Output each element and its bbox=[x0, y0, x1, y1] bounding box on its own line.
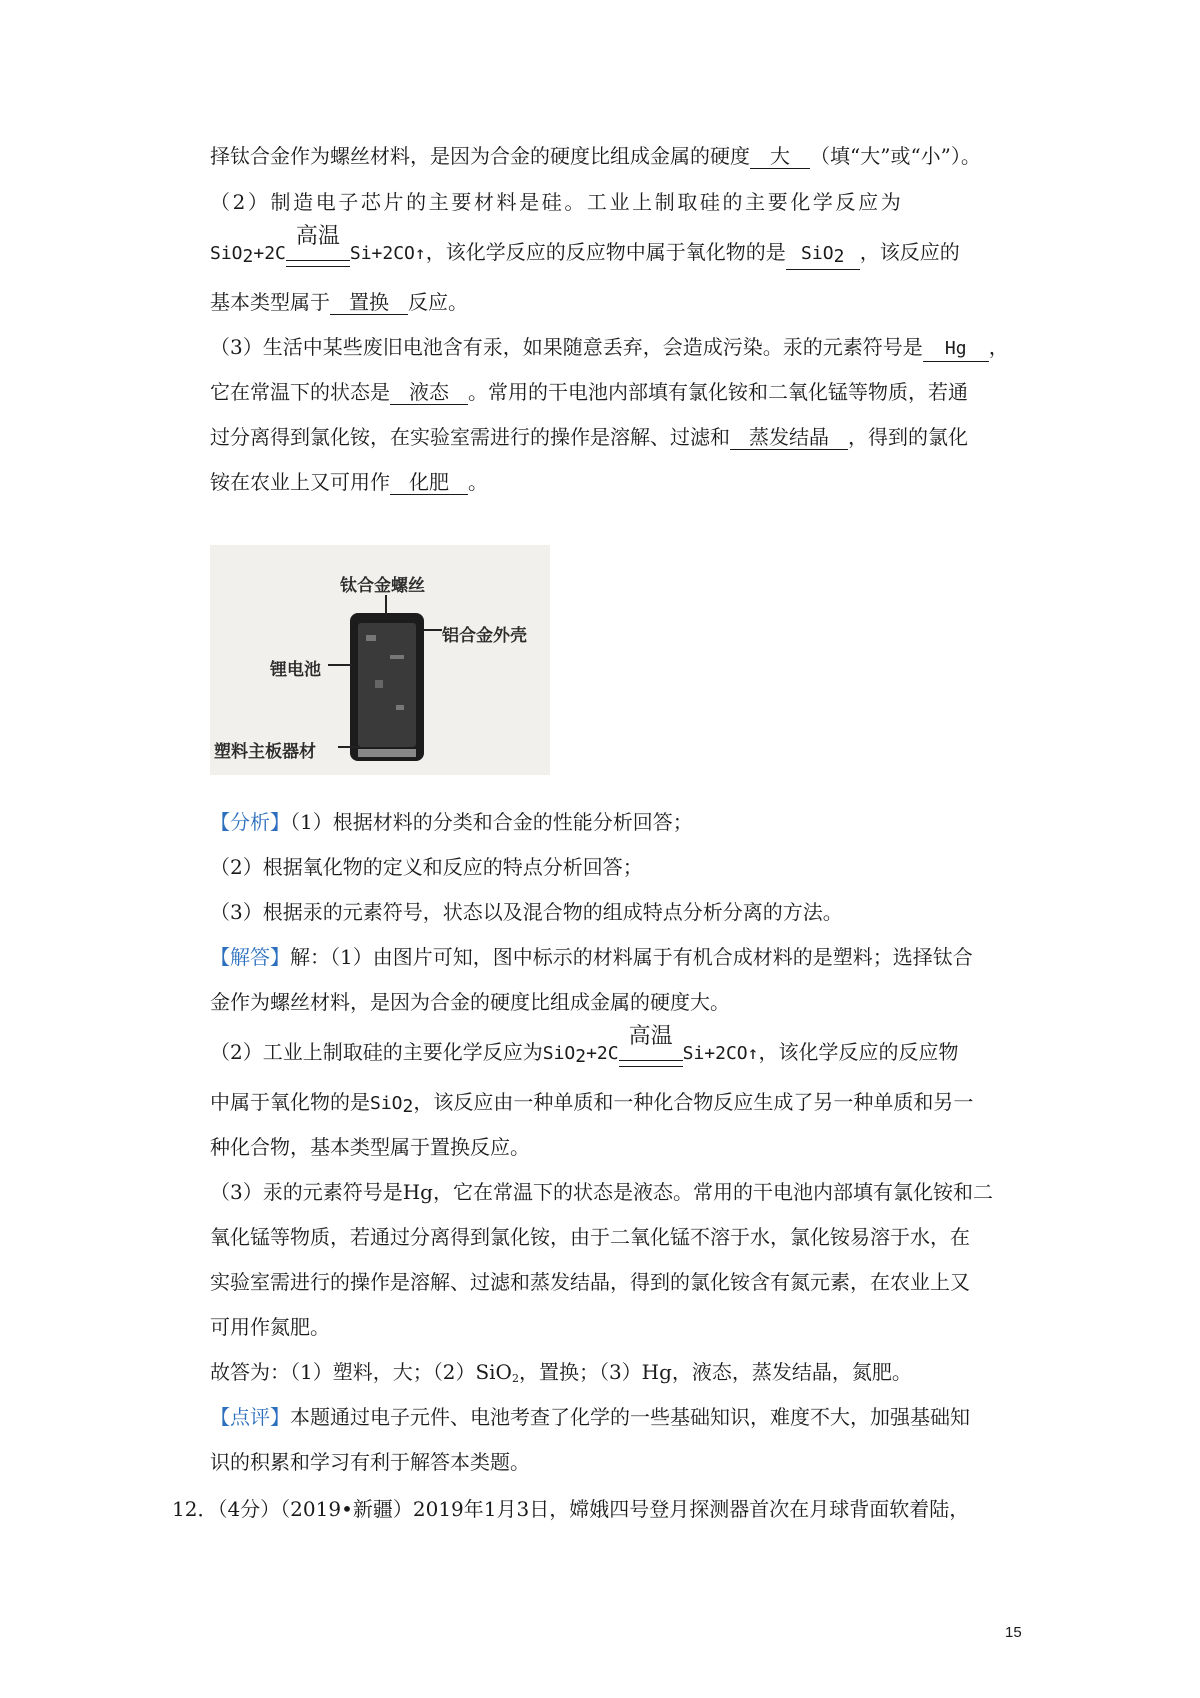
reaction-condition: 高温 bbox=[619, 1047, 683, 1071]
label-lithium-battery: 锂电池 bbox=[270, 660, 321, 680]
phone-diagram bbox=[210, 545, 550, 775]
answer-blank: 化肥 bbox=[390, 470, 468, 495]
text-line: 择钛合金作为螺丝材料，是因为合金的硬度比组成金属的硬度 大 （填“大”或“小”）。 bbox=[210, 144, 981, 168]
label-titanium-screw: 钛合金螺丝 bbox=[340, 576, 425, 596]
answer-line: 氧化锰等物质，若通过分离得到氯化铵，由于二氧化锰不溶于水，氯化铵易溶于水，在 bbox=[210, 1225, 970, 1249]
answer-line: 中属于氧化物的是SiO$_2$，该反应由一种单质和一种化合物反应生成了另一种单质和另一 bbox=[210, 1090, 974, 1117]
analysis-tag: 【分析】 bbox=[210, 810, 290, 834]
answer-line: 【解答】解：（1）由图片可知，图中标示的材料属于有机合成材料的是塑料；选择钛合 bbox=[210, 945, 973, 969]
comment-line: 识的积累和学习有利于解答本类题。 bbox=[210, 1450, 530, 1474]
analysis-line: 【分析】（1）根据材料的分类和合金的性能分析回答； bbox=[210, 810, 693, 834]
comment-tag: 【点评】 bbox=[210, 1405, 290, 1429]
comment-line: 【点评】本题通过电子元件、电池考查了化学的一些基础知识，难度不大，加强基础知 bbox=[210, 1405, 970, 1429]
answer-blank: 液态 bbox=[390, 380, 468, 405]
text-line: 基本类型属于 置换 反应。 bbox=[210, 290, 468, 314]
label-aluminum-shell: 铝合金外壳 bbox=[442, 626, 527, 646]
answer-blank: Hg bbox=[923, 335, 989, 362]
answer-line: 实验室需进行的操作是溶解、过滤和蒸发结晶，得到的氯化铵含有氮元素，在农业上又 bbox=[210, 1270, 970, 1294]
reaction-condition: 高温 bbox=[286, 247, 350, 271]
analysis-line: （2）根据氧化物的定义和反应的特点分析回答； bbox=[210, 855, 643, 879]
analysis-line: （3）根据汞的元素符号，状态以及混合物的组成特点分析分离的方法。 bbox=[210, 900, 843, 924]
label-plastic-board: 塑料主板器材 bbox=[214, 742, 316, 762]
answer-blank: 置换 bbox=[330, 290, 408, 315]
text-line: （2）制造电子芯片的主要材料是硅。工业上制取硅的主要化学反应为 bbox=[210, 190, 904, 214]
final-answer-line: 故答为：（1）塑料，大；（2）SiO$_2$，置换；（3）Hg，液态，蒸发结晶，氮肥。 bbox=[210, 1360, 912, 1385]
text-line: SiO$_2$+2C 高温 Si+2CO↑，该化学反应的反应物中属于氧化物的是 SiO$_2$ ，该反应的 bbox=[210, 238, 960, 271]
text-line: 过分离得到氯化铵，在实验室需进行的操作是溶解、过滤和 蒸发结晶 ，得到的氯化 bbox=[210, 425, 968, 449]
answer-blank: SiO$_2$ bbox=[786, 240, 860, 270]
answer-tag: 【解答】 bbox=[210, 945, 290, 969]
next-question: 12．（4分）（2019•新疆）2019年1月3日，嫦娥四号登月探测器首次在月球背面软着陆， bbox=[172, 1497, 970, 1521]
text-line: 它在常温下的状态是 液态 。常用的干电池内部填有氯化铵和二氧化锰等物质，若通 bbox=[210, 380, 968, 404]
answer-blank: 大 bbox=[750, 144, 810, 169]
answer-blank: 蒸发结晶 bbox=[730, 425, 848, 450]
answer-line: 金作为螺丝材料，是因为合金的硬度比组成金属的硬度大。 bbox=[210, 990, 730, 1014]
text-line: （3）生活中某些废旧电池含有汞，如果随意丢弃，会造成污染。汞的元素符号是 Hg ， bbox=[210, 333, 1009, 362]
page-number: 15 bbox=[1005, 1624, 1022, 1641]
answer-line: （3）汞的元素符号是Hg，它在常温下的状态是液态。常用的干电池内部填有氯化铵和二 bbox=[210, 1180, 993, 1204]
answer-line: 可用作氮肥。 bbox=[210, 1315, 330, 1339]
text-line: 铵在农业上又可用作 化肥 。 bbox=[210, 470, 488, 494]
answer-line: （2）工业上制取硅的主要化学反应为SiO$_2$+2C 高温 Si+2CO↑，该化学反应的反应物 bbox=[210, 1038, 958, 1071]
answer-line: 种化合物，基本类型属于置换反应。 bbox=[210, 1135, 530, 1159]
